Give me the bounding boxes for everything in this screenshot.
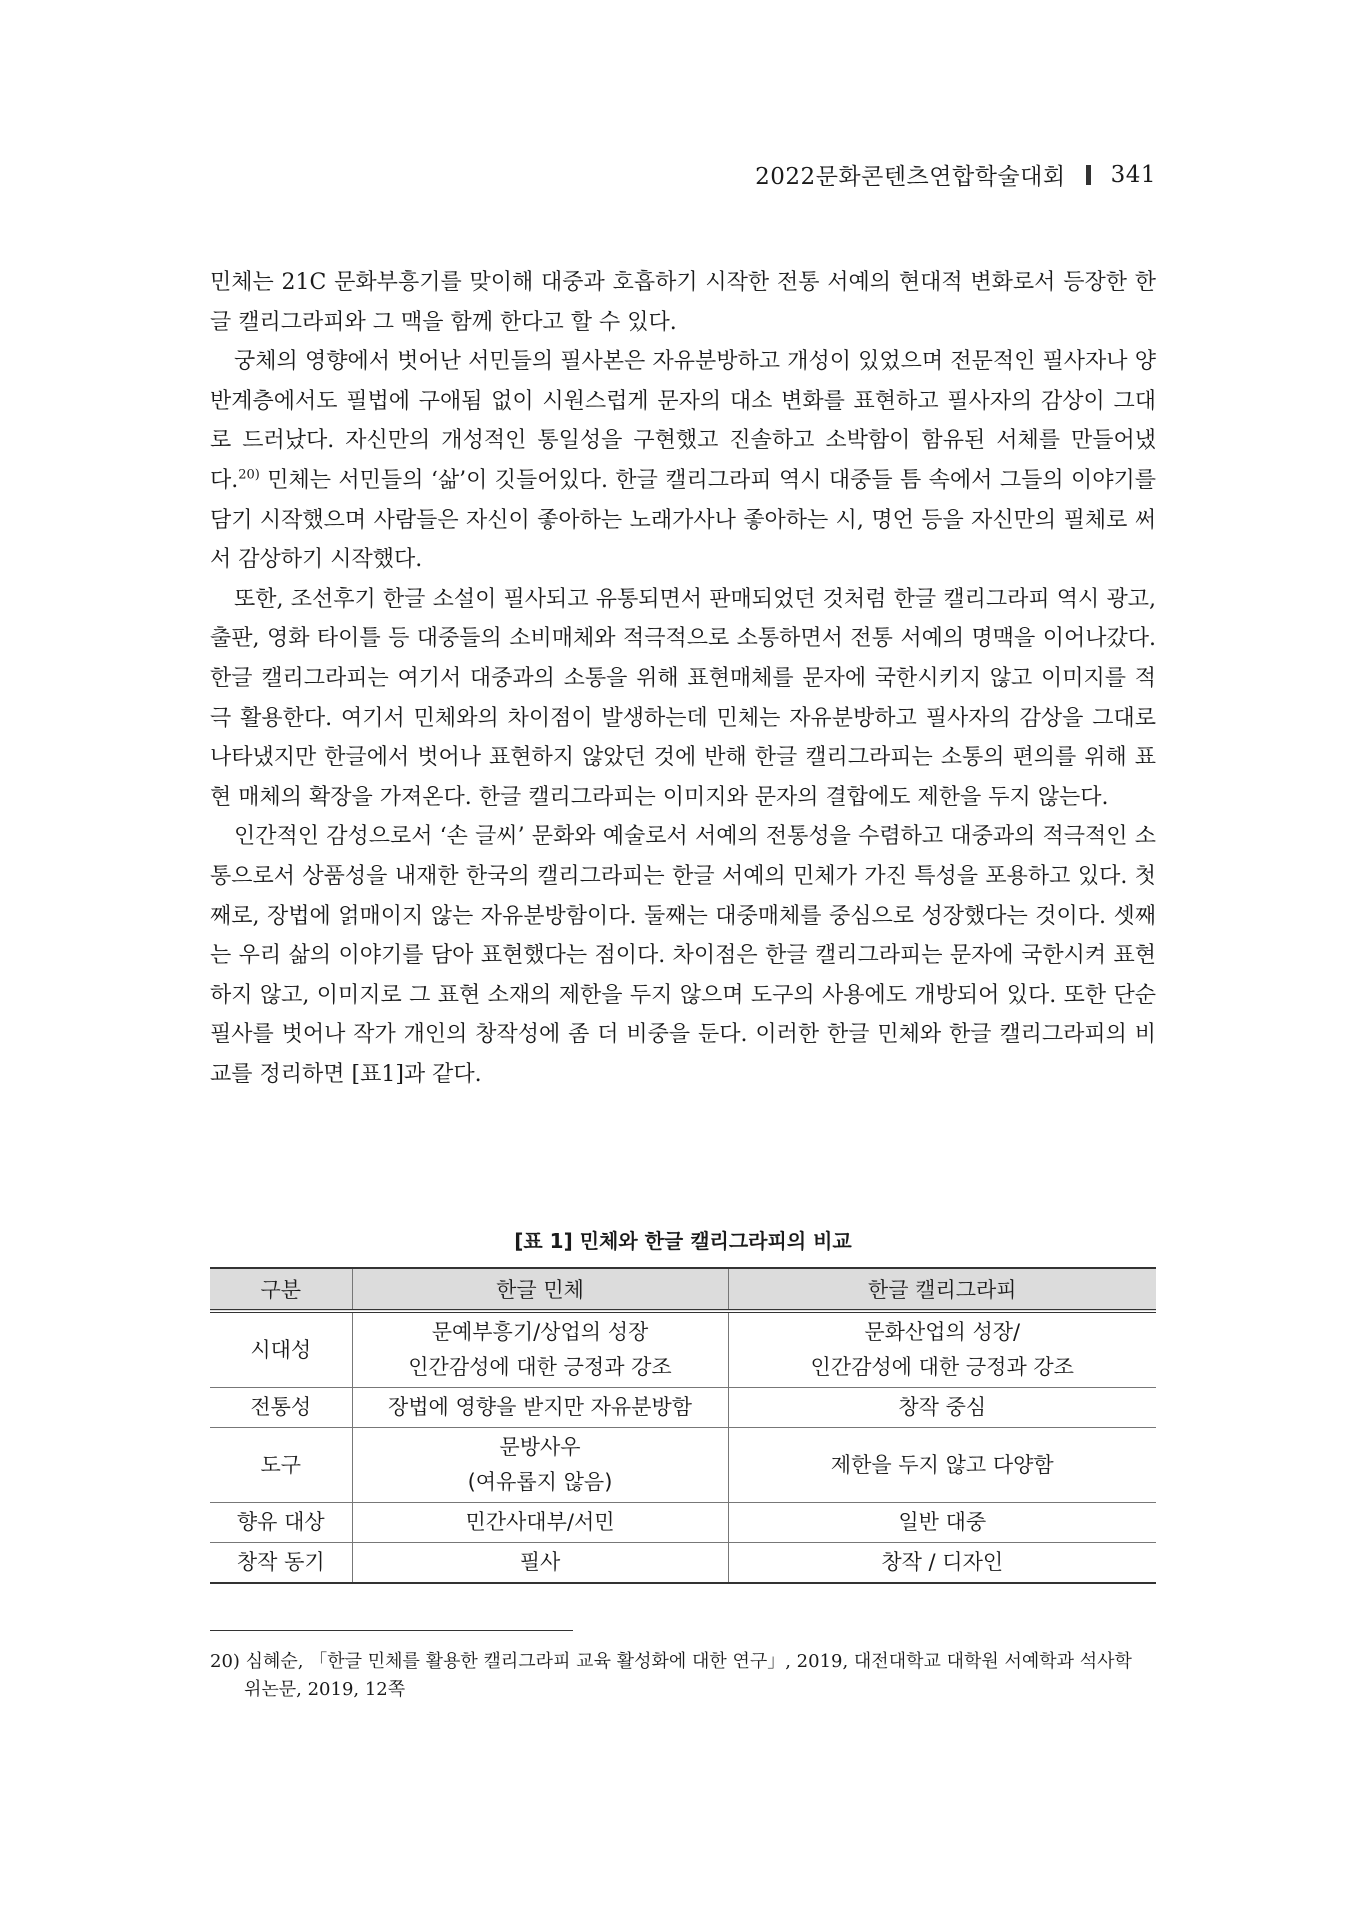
table-row <box>210 1388 1156 1428</box>
table-cell: 필사 <box>352 1543 728 1584</box>
paragraph-3: 또한, 조선후기 한글 소설이 필사되고 유통되면서 판매되었던 것처럼 한글 캘리그라피 역시 광고, 출판, 영화 타이틀 등 대중들의 소비매체와 적극적으로 소통하면서 전통 서예의 명맥을 이어나갔다. 한글 캘리그라피는 여기서 대중과의 소통을 위해 표현매체를 문자에 국한시키지 않고 이미지를 적극 활용한다. 여기서 민체와의 차이점이 발생하는데 민체는 자유분방하고 필사자의 감상을 그대로 나타냈지만 한글에서 벗어나 표현하지 않았던 것에 반해 한글 캘리그라피는 소통의 편의를 위해 표현 매체의 확장을 가져온다. 한글 캘리그라피는 이미지와 문자의 결합에도 제한을 두지 않는다. <box>210 586 1156 810</box>
paragraph-2 <box>210 342 1156 580</box>
table-cell: 전통성 <box>210 1388 352 1428</box>
table-row <box>210 1311 1156 1388</box>
comparison-table <box>210 1267 1156 1584</box>
table-cell: 향유 대상 <box>210 1503 352 1543</box>
table-cell: 도구 <box>210 1428 352 1503</box>
footnote-20 <box>210 1648 1156 1704</box>
table-cell: 장법에 영향을 받지만 자유분방함 <box>352 1388 728 1428</box>
body-text <box>210 263 1156 1094</box>
table-header-row <box>210 1268 1156 1311</box>
table-row <box>210 1543 1156 1584</box>
table-cell: 창작 동기 <box>210 1543 352 1584</box>
paragraph-2-part-b: 민체는 서민들의 ‘삶’이 깃들어있다. 한글 캘리그라피 역시 대중들 틈 속에서 그들의 이야기를 담기 시작했으며 사람들은 자신이 좋아하는 노래가사나 좋아하는 시, 명언 등을 자신만의 필체로 써서 감상하기 시작했다. <box>210 467 1156 573</box>
journal-title: 2022문화콘텐츠연합학술대회 <box>755 164 1066 190</box>
footnote-divider <box>210 1630 573 1631</box>
table-cell <box>352 1428 728 1503</box>
cell-line: 인간감성에 대한 긍정과 강조 <box>810 1355 1074 1379</box>
table-row <box>210 1428 1156 1503</box>
paragraph-2-part-a: 궁체의 영향에서 벗어난 서민들의 필사본은 자유분방하고 개성이 있었으며 전문적인 필사자나 양반계층에서도 필법에 구애됨 없이 시원스럽게 문자의 대소 변화를 표현하고 필사자의 감상이 그대로 드러났다. 자신만의 개성적인 통일성을 구현했고 진솔하고 소박함이 함유된 서체를 만들어냈다. <box>210 349 1156 493</box>
header-minche: 한글 민체 <box>352 1268 728 1311</box>
table-cell: 제한을 두지 않고 다양함 <box>728 1428 1156 1503</box>
page-number: 341 <box>1110 161 1156 188</box>
table-cell <box>728 1311 1156 1388</box>
paragraph-1: 민체는 21C 문화부흥기를 맞이해 대중과 호흡하기 시작한 전통 서예의 현대적 변화로서 등장한 한글 캘리그라피와 그 맥을 함께 한다고 할 수 있다. <box>210 270 1156 335</box>
footnote-ref-20[interactable]: 20) <box>238 467 260 483</box>
table-cell <box>352 1311 728 1388</box>
table-cell: 창작 중심 <box>728 1388 1156 1428</box>
table-caption: [표 1] 민체와 한글 캘리그라피의 비교 <box>514 1229 852 1253</box>
cell-line: 인간감성에 대한 긍정과 강조 <box>408 1355 672 1379</box>
footnote-line-2: 위논문, 2019, 12쪽 <box>244 1679 406 1700</box>
header-separator <box>1086 165 1091 185</box>
table-cell: 시대성 <box>210 1311 352 1388</box>
cell-line: (여유롭지 않음) <box>467 1470 613 1494</box>
footnote-line-1: 20) 심혜순, 「한글 민체를 활용한 캘리그라피 교육 활성화에 대한 연구」, 2019, 대전대학교 대학원 서예학과 석사학 <box>210 1651 1132 1672</box>
table-cell: 일반 대중 <box>728 1503 1156 1543</box>
header-calligraphy: 한글 캘리그라피 <box>728 1268 1156 1311</box>
running-header <box>755 158 1156 191</box>
cell-line: 문예부흥기/상업의 성장 <box>431 1320 649 1344</box>
header-category: 구분 <box>210 1268 352 1311</box>
table-row <box>210 1503 1156 1543</box>
paragraph-4: 인간적인 감성으로서 ‘손 글씨’ 문화와 예술로서 서예의 전통성을 수렴하고 대중과의 적극적인 소통으로서 상품성을 내재한 한국의 캘리그라피는 한글 서예의 민체가 가진 특성을 포용하고 있다. 첫 째로, 장법에 얽매이지 않는 자유분방함이다. 둘째는 대중매체를 중심으로 성장했다는 것이다. 셋째는 우리 삶의 이야기를 담아 표현했다는 점이다. 차이점은 한글 캘리그라피는 문자에 국한시켜 표현하지 않고, 이미지로 그 표현 소재의 제한을 두지 않으며 도구의 사용에도 개방되어 있다. 또한 단순 필사를 벗어나 작가 개인의 창작성에 좀 더 비중을 둔다. 이러한 한글 민체와 한글 캘리그라피의 비교를 정리하면 [표1]과 같다. <box>210 824 1156 1087</box>
cell-line: 문화산업의 성장/ <box>864 1320 1021 1344</box>
cell-line: 문방사우 <box>499 1435 581 1459</box>
table-cell: 민간사대부/서민 <box>352 1503 728 1543</box>
table-cell: 창작 / 디자인 <box>728 1543 1156 1584</box>
